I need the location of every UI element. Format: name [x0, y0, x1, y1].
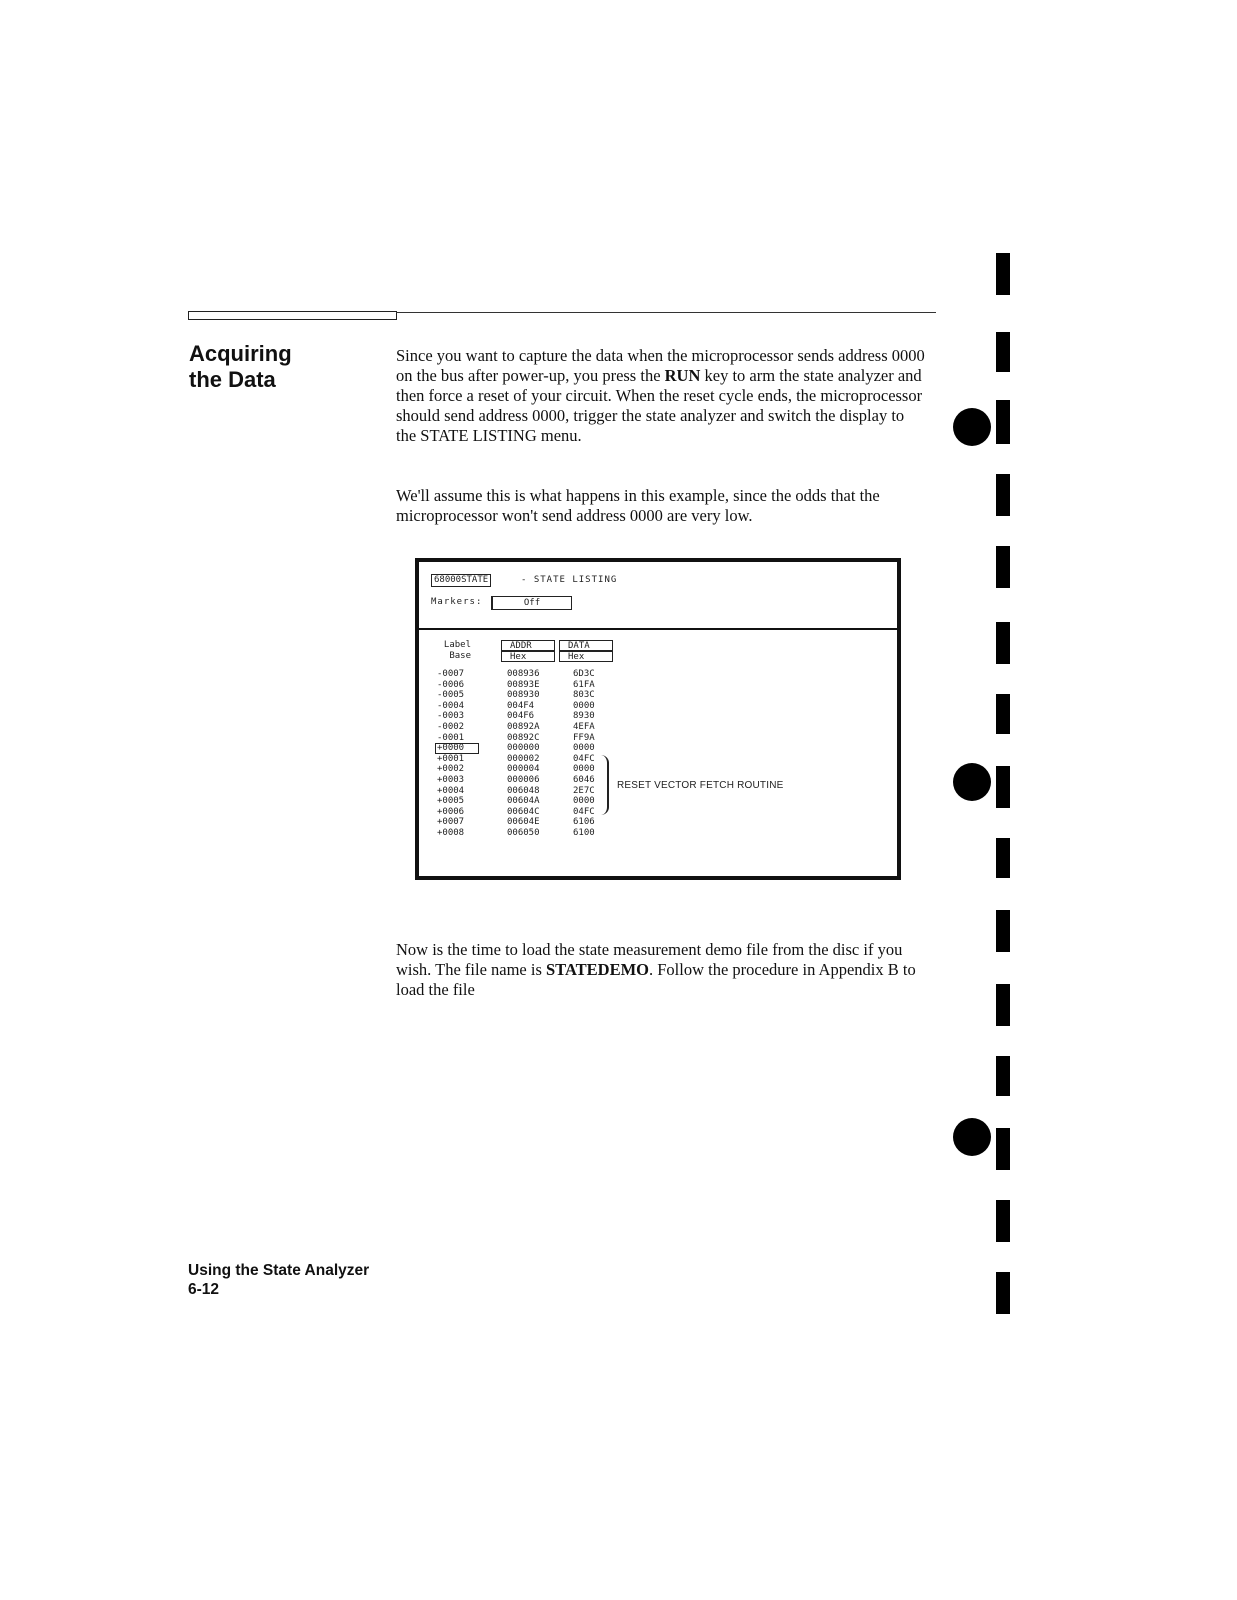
data-label-field[interactable]: DATA — [559, 640, 613, 651]
binder-hole-icon — [953, 408, 991, 446]
label-header: Label — [443, 640, 471, 650]
section-title — [189, 341, 369, 393]
binder-tab-mark — [996, 1272, 1010, 1314]
paragraph-demo-file: Now is the time to load the state measurement demo file from the disc if you wish. The file name is STATEDEMO. Follow the procedure in Appendix B to load the file — [396, 940, 916, 999]
binder-tab-mark — [996, 984, 1010, 1026]
footer-page-number: 6-12 — [188, 1281, 220, 1298]
binder-tab-mark — [996, 1128, 1010, 1170]
header-rule-box — [188, 311, 397, 320]
binder-tab-mark — [996, 838, 1010, 878]
binder-tab-mark — [996, 694, 1010, 734]
addr-label-field[interactable]: ADDR — [501, 640, 555, 651]
screen-divider — [419, 628, 897, 630]
binder-hole-icon — [953, 763, 991, 801]
data-base-field[interactable]: Hex — [559, 651, 613, 662]
screen-title: - STATE LISTING — [521, 575, 618, 585]
header-rule — [396, 312, 936, 313]
section-title-line1: Acquiring — [189, 341, 292, 366]
markers-field[interactable]: Off — [491, 596, 572, 610]
brace-icon — [599, 755, 609, 815]
binder-tab-mark — [996, 766, 1010, 808]
binder-tab-mark — [996, 400, 1010, 444]
binder-tab-mark — [996, 1200, 1010, 1242]
module-name-box[interactable]: 68000STATE — [431, 574, 491, 587]
section-title-line2: the Data — [189, 367, 276, 392]
base-header: Base — [449, 651, 471, 661]
paragraph-acquiring: Since you want to capture the data when the microprocessor sends address 0000 on the bus after power-up, you press the RUN key to arm the state analyzer and then force a reset of your circuit. When the reset cycle ends, the microprocessor should send address 0000, trigger the state analyzer and switch the display to the STATE LISTING menu. — [396, 346, 925, 445]
paragraph-assumption: We'll assume this is what happens in this example, since the odds that the microprocessor won't send address 0000 are very low. — [396, 486, 880, 525]
binder-tab-mark — [996, 546, 1010, 588]
statedemo-filename: STATEDEMO — [546, 960, 649, 979]
binder-tab-mark — [996, 474, 1010, 516]
state-listing-screen: 68000STATE - STATE LISTING Markers: Off Label Base ADDR Hex DATA Hex -0007 008936 6D3C -0006 00893E 61FA -0005 008930 803C -0004 004F4 0000 -0003 004F6 8930 -0002 00892A 4EFA -0001 00892C FF9A +0000 000000 0000 +0001 000002 04FC +0002 000004 0000 +0003 000006 6046 +0004 006048 2E7C +0005 00604A 0000 +0006 00604C 04FC +0007 00604E 6106 +0008 006050 6100 RESET VECTOR FETCH ROUTINE — [415, 558, 901, 880]
trigger-state-box: +0000 — [435, 743, 479, 754]
run-key-label: RUN — [664, 366, 701, 385]
binder-tab-mark — [996, 622, 1010, 664]
reset-vector-annotation: RESET VECTOR FETCH ROUTINE — [617, 780, 784, 791]
footer-chapter-title: Using the State Analyzer — [188, 1262, 370, 1279]
binder-tab-mark — [996, 253, 1010, 295]
binder-tab-mark — [996, 910, 1010, 952]
addr-base-field[interactable]: Hex — [501, 651, 555, 662]
binder-hole-icon — [953, 1118, 991, 1156]
binder-tab-mark — [996, 1056, 1010, 1096]
binder-tab-mark — [996, 332, 1010, 372]
markers-label: Markers: — [431, 597, 483, 607]
